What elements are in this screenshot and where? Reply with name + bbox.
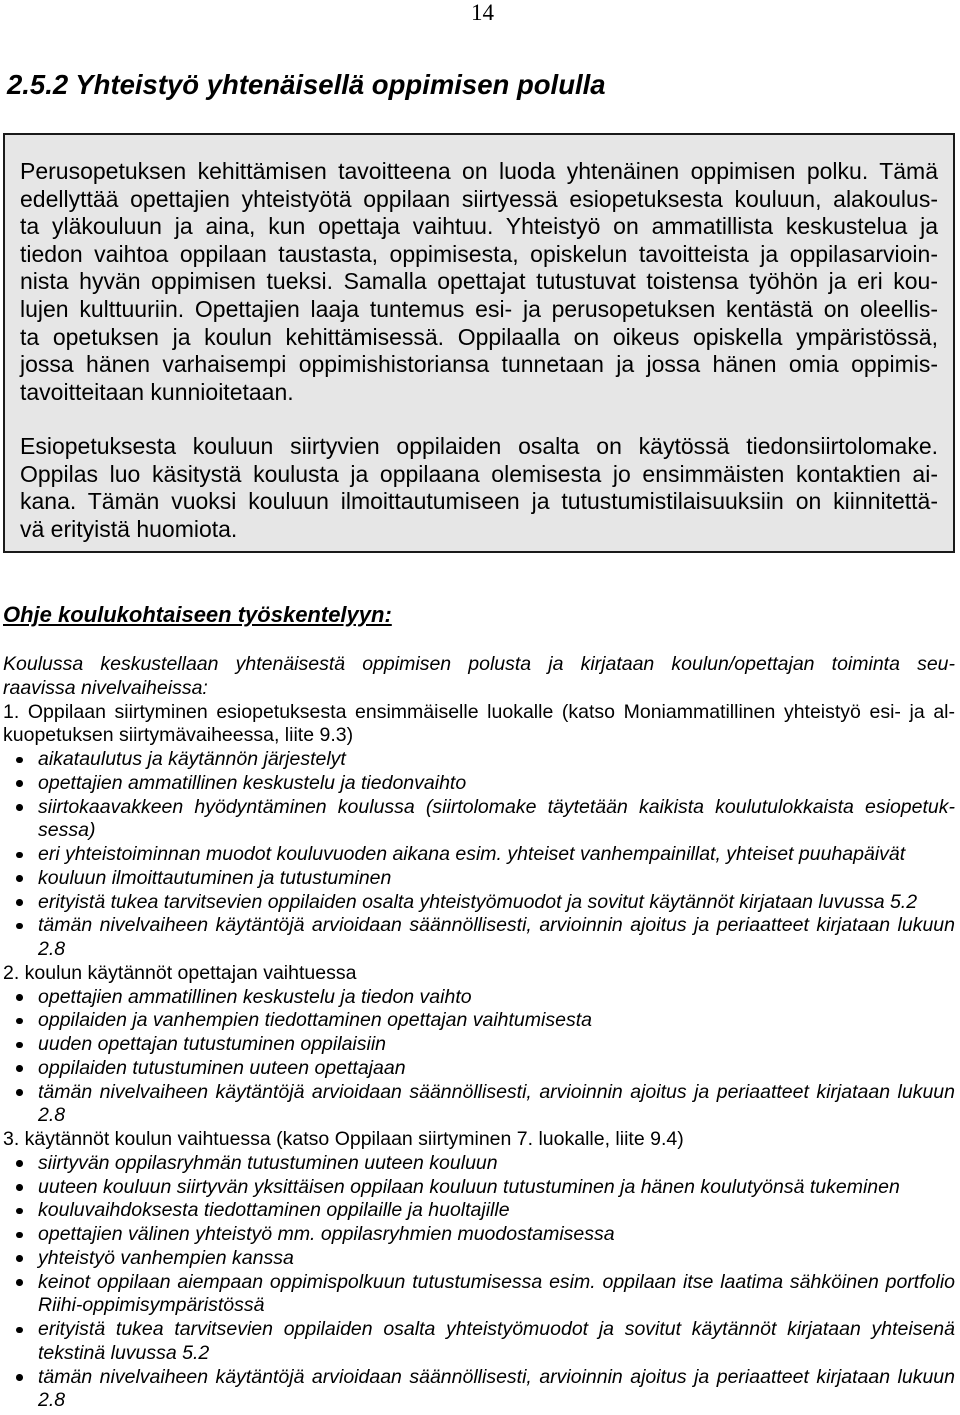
list-item: [3, 843, 955, 867]
instructions-title: Ohje koulukohtaiseen työskentelyyn:: [3, 602, 392, 627]
list-item: [3, 1366, 955, 1414]
list-item-text: 2.8: [38, 938, 66, 960]
list-item: [3, 748, 955, 772]
text-line: Oppilas luo käsitystä koulusta ja oppilaana olemisesta jo ensimmäisten kontaktien ai-: [20, 460, 938, 487]
list-item: [3, 891, 955, 915]
bullet-icon: [16, 1184, 23, 1191]
list-item-text: Riihi-oppimisympäristössä: [38, 1294, 265, 1317]
bullet-icon: [16, 899, 23, 906]
bullet-icon: [16, 1160, 23, 1167]
list-item-text: erityistä tukea tarvitsevien oppilaiden osalta yhteistyömuodot ja sovitut käytännöt kirjataan luvussa 5.2: [38, 890, 918, 913]
text-line: edellyttää opettajien yhteistyötä oppilaan siirtyessä esiopetuksesta kouluun, alakoulus-: [20, 185, 938, 212]
bullet-icon: [16, 804, 23, 811]
list-item-text: 2.8: [38, 1104, 66, 1127]
list-item: [3, 914, 955, 962]
section-heading-line: 2. koulun käytännöt opettajan vaihtuessa: [3, 961, 357, 984]
list-item-text: kouluun ilmoittautuminen ja tutustuminen: [38, 866, 392, 889]
list-item-text: oppilaiden tutustuminen uuteen opettajaan: [38, 1056, 406, 1079]
bullet-icon: [16, 780, 23, 787]
bullet-icon: [16, 923, 23, 930]
list-item: [3, 867, 955, 891]
list-item-text: kouluvaihdoksesta tiedottaminen oppilaille ja huoltajille: [38, 1199, 510, 1222]
list-item-text: tekstinä luvussa 5.2: [38, 1341, 210, 1364]
list-item: [3, 1318, 955, 1366]
bullet-icon: [16, 994, 23, 1001]
section-2: [3, 962, 955, 1128]
list-item-text: opettajien välinen yhteistyö mm. oppilasryhmien muodostamisessa: [38, 1223, 615, 1245]
bullet-icon: [16, 1042, 23, 1049]
list-item: [3, 772, 955, 796]
list-item-text: erityistä tukea tarvitsevien oppilaiden osalta yhteistyömuodot ja sovitut käytännöt kirjataan yhteisenä: [38, 1318, 955, 1340]
text-line: kana. Tämän vuoksi kouluun ilmoittautumiseen ja tutustumistilaisuuksiin on kiinnitettä-: [20, 488, 938, 515]
section-heading-line: 1. Oppilaan siirtyminen esiopetuksesta ensimmäiselle luokalle (katso Moniammatillinen yhteistyö esi- ja al-: [3, 700, 955, 723]
text-line: vä erityistä huomiota.: [20, 515, 238, 542]
list-item-text: tämän nivelvaiheen käytäntöjä arvioidaan säännöllisesti, arvioinnin ajoitus ja periaatteet kirjataan lukuun: [38, 1080, 955, 1103]
list-item-text: aikataulutus ja käytännön järjestelyt: [38, 748, 346, 770]
section-heading: 2.5.2 Yhteistyö yhtenäisellä oppimisen polulla: [7, 69, 606, 100]
list-item: [3, 1199, 955, 1223]
text-line: ta opetuksen ja koulun kehittämisessä. Oppilaalla on oikeus opiskella ympäristössä,: [20, 323, 938, 350]
bullet-icon: [16, 852, 23, 859]
text-line: jossa hänen varhaisempi oppimishistoriansa tunnetaan ja jossa hänen omia oppimis-: [20, 351, 938, 378]
intro-line: raavissa nivelvaiheissa:: [3, 676, 208, 699]
bullet-icon: [16, 1089, 23, 1096]
bullet-icon: [16, 1327, 23, 1334]
list-item: [3, 1176, 955, 1200]
list-item: [3, 1247, 955, 1271]
list-item-text: siirtyvän oppilasryhmän tutustuminen uuteen kouluun: [38, 1151, 498, 1174]
list-item-text: uuden opettajan tutustuminen oppilaisiin: [38, 1033, 387, 1055]
list-item: [3, 1271, 955, 1319]
text-line: tavoitteitaan kunnioitetaan.: [20, 378, 294, 405]
info-paragraph-2: [20, 433, 938, 543]
list-item-text: sessa): [38, 819, 96, 842]
intro-line: Koulussa keskustellaan yhtenäisestä oppimisen polusta ja kirjataan koulun/opettajan toiminta seu-: [3, 653, 955, 675]
text-line: nista hyvän oppimisen tueksi. Samalla opettajat tutustuvat toistensa työhön ja eri kou-: [20, 268, 938, 295]
list-item-text: opettajien ammatillinen keskustelu ja tiedonvaihto: [38, 771, 467, 794]
list-item: [3, 1081, 955, 1129]
text-line: Esiopetuksesta kouluun siirtyvien oppilaiden osalta on käytössä tiedonsiirtolomake.: [20, 432, 938, 459]
bullet-icon: [16, 757, 23, 764]
list-item-text: uuteen kouluun siirtyvän yksittäisen oppilaan kouluun tutustuminen ja hänen koulutyönsä tukeminen: [38, 1175, 900, 1198]
bullet-icon: [16, 1065, 23, 1072]
bullet-icon: [16, 1018, 23, 1025]
text-line: Perusopetuksen kehittämisen tavoitteena on luoda yhtenäinen oppimisen polku. Tämä: [20, 158, 938, 184]
list-item: [3, 986, 955, 1010]
info-box: [3, 133, 955, 553]
instructions-body: [3, 653, 955, 1413]
list-item-text: oppilaiden ja vanhempien tiedottaminen opettajan vaihtumisesta: [38, 1009, 592, 1032]
list-item: [3, 796, 955, 844]
list-item-text: eri yhteistoiminnan muodot kouluvuoden aikana esim. yhteiset vanhempainillat, yhteiset puuhapäivät: [38, 843, 906, 865]
bullet-icon: [16, 1374, 23, 1381]
list-item-text: 2.8: [38, 1389, 66, 1412]
list-item-text: yhteistyö vanhempien kanssa: [38, 1246, 294, 1269]
bullet-icon: [16, 1208, 23, 1215]
bullet-icon: [16, 1255, 23, 1262]
bullet-icon: [16, 875, 23, 882]
list-item-text: opettajien ammatillinen keskustelu ja tiedon vaihto: [38, 985, 472, 1008]
bullet-icon: [16, 1279, 23, 1286]
section-heading-line: kuopetuksen siirtymävaiheessa, liite 9.3): [3, 724, 354, 747]
text-line: ta yläkouluun ja aina, kun opettaja vaihtuu. Yhteistyö on ammatillista keskustelua ja: [20, 213, 938, 240]
list-item-text: siirtokaavakkeen hyödyntäminen koulussa (siirtolomake täytetään kaikista koulutulokkaista esiopetuk-: [38, 795, 955, 818]
section-3: [3, 1128, 955, 1413]
list-item: [3, 1223, 955, 1247]
section-1: [3, 701, 955, 962]
text-line: lujen kulttuuriin. Opettajien laaja tuntemus esi- ja perusopetuksen kentästä on oleellis-: [20, 295, 938, 322]
list-item-text: tämän nivelvaiheen käytäntöjä arvioidaan säännöllisesti, arvioinnin ajoitus ja periaatteet kirjataan lukuun: [38, 1365, 955, 1388]
list-item: [3, 1033, 955, 1057]
list-item-text: tämän nivelvaiheen käytäntöjä arvioidaan säännöllisesti, arvioinnin ajoitus ja periaatteet kirjataan lukuun: [38, 914, 955, 937]
info-paragraph-1: [20, 158, 938, 406]
page-number: 14: [471, 0, 494, 25]
bullet-icon: [16, 1232, 23, 1239]
list-item: [3, 1152, 955, 1176]
text-line: tiedon vaihtoa oppilaan taustasta, oppimisesta, opiskelun tavoitteista ja oppilasarvioin-: [20, 240, 938, 267]
list-item: [3, 1009, 955, 1033]
list-item-text: keinot oppilaan aiempaan oppimispolkuun tutustumisessa esim. oppilaan itse laatima sähköinen portfolio: [38, 1270, 955, 1293]
list-item: [3, 1057, 955, 1081]
section-heading-line: 3. käytännöt koulun vaihtuessa (katso Oppilaan siirtyminen 7. luokalle, liite 9.4): [3, 1128, 684, 1150]
